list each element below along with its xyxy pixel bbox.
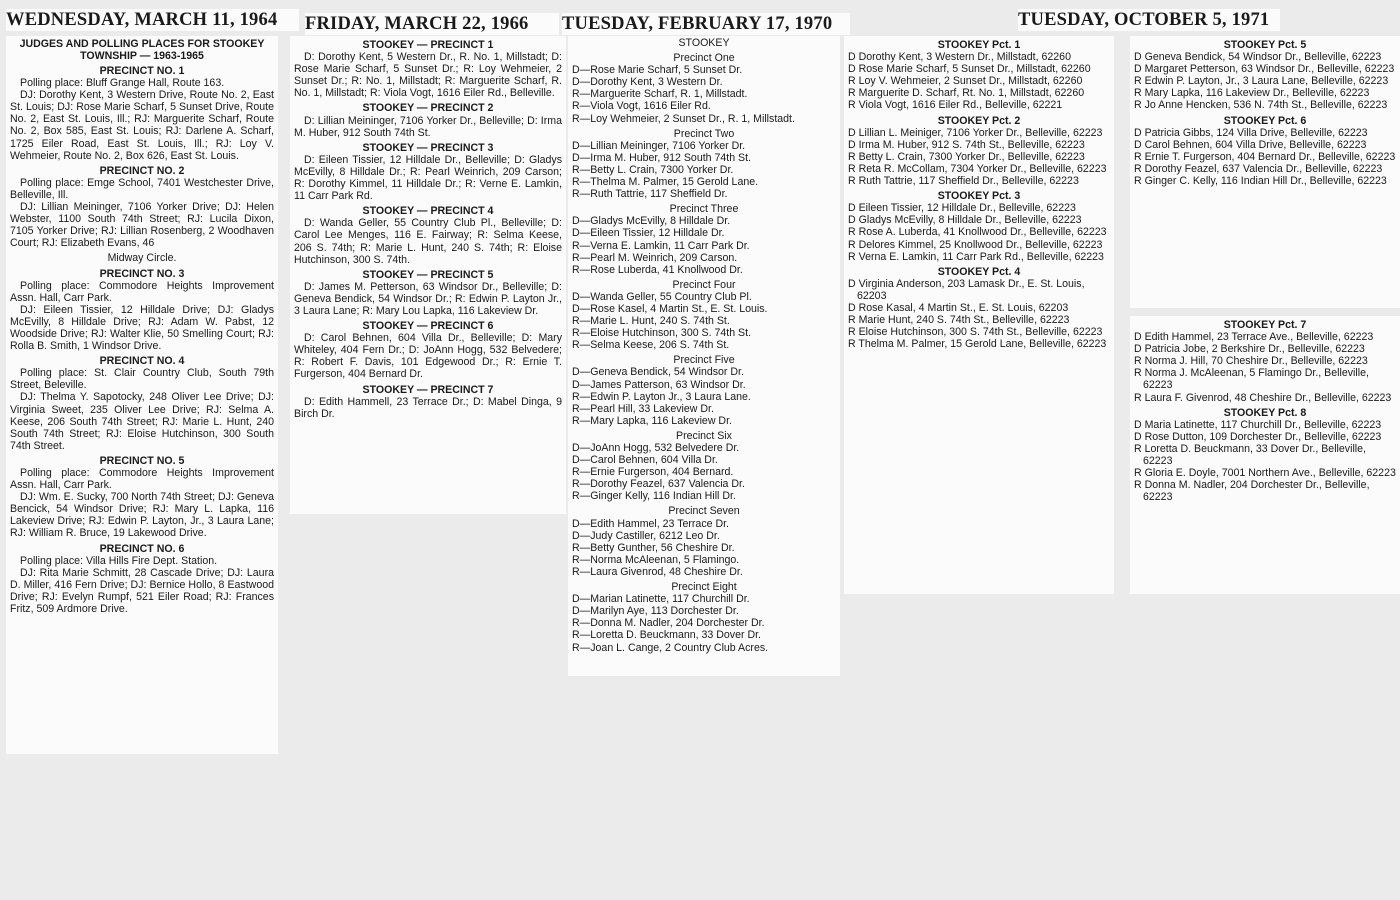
precinct-heading: Precinct Six — [676, 429, 732, 442]
judge-entry: D Eileen Tissier, 12 Hilldale Dr., Belleville, 62223 — [848, 202, 1076, 215]
judge-entry: D—Dorothy Kent, 3 Western Dr. — [572, 76, 723, 89]
precinct-paragraph: Polling place: St. Clair Country Club, South 79th Street, Beleville. — [10, 367, 274, 392]
precinct-paragraph: D: James M. Petterson, 63 Windsor Dr., Belleville; D: Geneva Bendick, 54 Windsor Dr.; R: Edwin P. Layton Jr., 3 Laura Lane; R: Mary Lou Lapka, 116 Lakeview Dr. — [294, 280, 562, 317]
judge-entry: D Virginia Anderson, 203 Lamask Dr., E. St. Louis, 62203 — [848, 277, 1085, 302]
clipping-title: STOOKEY — [678, 37, 730, 49]
precinct-heading: Precinct Four — [672, 278, 736, 291]
judge-entry: D Geneva Bendick, 54 Windsor Dr., Belleville, 62223 — [1134, 51, 1382, 64]
precinct-paragraph: DJ: Thelma Y. Sapotocky, 248 Oliver Lee Drive; DJ: Virginia Sweet, 235 Oliver Lee Drive; RJ: Selma A. Keese, 206 South 74th Street; RJ: Marie L. Hunt, 240 South 74th Street; RJ: Eloise Hutchinson, 300 South 74th Street. — [10, 391, 274, 452]
judge-entry: D—Rose Kasel, 4 Martin St., E. St. Louis. — [572, 302, 768, 315]
judge-entry: R Edwin P. Layton, Jr., 3 Laura Lane, Belleville, 62223 — [1134, 75, 1389, 88]
judge-entry: R—Rose Luberda, 41 Knollwood Dr. — [572, 263, 743, 276]
precinct-list — [848, 39, 1110, 350]
judge-entry: R Ernie T. Furgerson, 404 Bernard Dr., Belleville, 62223 — [1134, 150, 1396, 163]
clipping-1970 — [568, 36, 840, 676]
judge-entry: R Donna M. Nadler, 204 Dorchester Dr., Belleville, 62223 — [1134, 479, 1370, 504]
precinct-heading: STOOKEY — PRECINCT 7 — [362, 383, 494, 396]
judge-entry: D—Wanda Geller, 55 Country Club Pl. — [572, 290, 752, 303]
judge-entry: R Viola Vogt, 1616 Eiler Rd., Belleville, 62221 — [848, 99, 1063, 112]
judge-entry: D—JoAnn Hogg, 532 Belvedere Dr. — [572, 442, 740, 454]
precinct-heading: STOOKEY Pct. 8 — [1223, 406, 1307, 419]
judge-entry: R—Pearl Hill, 33 Lakeview Dr. — [572, 402, 714, 415]
judge-entry: R—Viola Vogt, 1616 Eiler Rd. — [572, 100, 711, 113]
precinct-list — [1134, 319, 1396, 503]
judge-entry: R—Donna M. Nadler, 204 Dorchester Dr. — [572, 617, 765, 630]
judge-entry: D—Marilyn Aye, 113 Dorchester Dr. — [572, 605, 739, 618]
judge-entry: R Marie Hunt, 240 S. 74th St., Belleville, 62223 — [848, 314, 1070, 327]
judge-entry: R Thelma M. Palmer, 15 Gerold Lane, Belleville, 62223 — [848, 338, 1107, 351]
judge-entry: R Jo Anne Hencken, 536 N. 74th St., Belleville, 62223 — [1134, 99, 1388, 112]
precinct-paragraph: Polling place: Commodore Heights Improvement Assn. Hall, Carr Park. — [10, 467, 274, 492]
precinct-heading: Precinct Two — [673, 127, 735, 140]
judge-entry: D—James Patterson, 63 Windsor Dr. — [572, 378, 746, 391]
precinct-paragraph: DJ: Rita Marie Schmitt, 28 Cascade Drive; DJ: Laura D. Miller, 416 Fern Drive; DJ: Bernice Hollo, 8 Eastwood Drive; RJ: Evelyn Rumpf, 521 Eiler Road; RJ: Frances Fritz, 509 Ardmore Drive. — [10, 566, 274, 616]
judge-entry: D Irma M. Huber, 912 S. 74th St., Belleville, 62223 — [848, 138, 1085, 151]
judge-entry: D—Eileen Tissier, 12 Hilldale Dr. — [572, 227, 725, 240]
precinct-heading: PRECINCT NO. 3 — [99, 267, 185, 280]
clipping-1964 — [6, 36, 278, 754]
judge-entry: D Margaret Petterson, 63 Windsor Dr., Belleville, 62223 — [1134, 63, 1395, 76]
judge-entry: R—Betty L. Crain, 7300 Yorker Dr. — [572, 163, 734, 176]
precinct-heading: PRECINCT NO. 6 — [99, 542, 185, 555]
judge-entry: D Patricia Gibbs, 124 Villa Drive, Belleville, 62223 — [1134, 126, 1368, 139]
judge-entry: R—Ginger Kelly, 116 Indian Hill Dr. — [572, 490, 736, 503]
precinct-list — [1134, 39, 1396, 187]
precinct-list — [294, 39, 562, 420]
clipping-1971-c — [1130, 316, 1400, 594]
judge-entry: R—Laura Givenrod, 48 Cheshire Dr. — [572, 565, 743, 578]
precinct-paragraph: DJ: Eileen Tissier, 12 Hilldale Drive; DJ: Gladys McEvilly, 8 Hilldale Drive; RJ: Adam W. Pabst, 12 Woodside Drive; RJ: Walter Klie, 50 Smelling Court; RJ: Rolla B. Smith, 1 Windsor Drive. — [10, 303, 274, 353]
judge-entry: R Marguerite D. Scharf, Rt. No. 1, Millstadt, 62260 — [848, 87, 1085, 100]
judge-entry: D—Edith Hammel, 23 Terrace Dr. — [572, 517, 729, 530]
judge-entry: R Norma J. Hill, 70 Cheshire Dr., Belleville, 62223 — [1134, 355, 1368, 368]
judge-entry: R Delores Kimmel, 25 Knollwood Dr., Belleville, 62223 — [848, 238, 1103, 251]
judge-entry: R Gloria E. Doyle, 7001 Northern Ave., Belleville, 62223 — [1134, 467, 1396, 480]
precinct-paragraph: Polling place: Villa Hills Fire Dept. Station. — [20, 554, 218, 567]
judge-entry: D—Carol Behnen, 604 Villa Dr. — [572, 454, 718, 467]
judge-entry: R—Marie L. Hunt, 240 S. 74th St. — [572, 315, 730, 328]
judge-entry: D—Rose Marie Scharf, 5 Sunset Dr. — [572, 64, 743, 77]
judge-entry: R—Betty Gunther, 56 Cheshire Dr. — [572, 541, 735, 554]
date-heading-1971: TUESDAY, OCTOBER 5, 1971 — [1018, 9, 1280, 31]
judge-entry: R Ruth Tattrie, 117 Sheffield Dr., Belleville, 62223 — [848, 175, 1079, 188]
precinct-list — [572, 52, 836, 654]
precinct-heading: STOOKEY Pct. 4 — [937, 265, 1021, 278]
clipping-1971-a — [844, 36, 1114, 594]
judge-entry: R Rose A. Luberda, 41 Knollwood Dr., Belleville, 62223 — [848, 226, 1107, 239]
judge-entry: R—Verna E. Lamkin, 11 Carr Park Dr. — [572, 239, 750, 252]
judge-entry: D Edith Hammel, 23 Terrace Ave., Belleville, 62223 — [1134, 331, 1374, 344]
precinct-paragraph: Midway Circle. — [107, 252, 177, 265]
judge-entry: D—Marian Latinette, 117 Churchill Dr. — [572, 593, 750, 606]
judge-entry: D—Lillian Meininger, 7106 Yorker Dr. — [572, 139, 746, 152]
judge-entry: D Rose Kasal, 4 Martin St., E. St. Louis, 62203 — [848, 301, 1069, 314]
clipping-1971-b — [1130, 36, 1400, 308]
judge-entry: R Loy V. Wehmeier, 2 Sunset Dr., Millstadt, 62260 — [848, 75, 1083, 88]
precinct-heading: Precinct Seven — [668, 505, 740, 518]
precinct-heading: STOOKEY — PRECINCT 1 — [362, 39, 494, 51]
judge-entry: D—Judy Castiller, 6212 Leo Dr. — [572, 529, 720, 542]
clipping-1966 — [290, 36, 566, 514]
judge-entry: R—Ernie Furgerson, 404 Bernard. — [572, 466, 734, 479]
judge-entry: D Rose Marie Scharf, 5 Sunset Dr., Millstadt, 62260 — [848, 63, 1091, 76]
judge-entry: R Laura F. Givenrod, 48 Cheshire Dr., Belleville, 62223 — [1134, 391, 1392, 404]
precinct-heading: PRECINCT NO. 1 — [99, 65, 185, 77]
judge-entry: R—Marguerite Scharf, R. 1, Millstadt. — [572, 88, 748, 101]
precinct-paragraph: D: Eileen Tissier, 12 Hilldale Dr., Belleville; D: Gladys McEvilly, 8 Hilldale Dr.; R: Pearl Weinrich, 209 Carson; R: Dorothy Kimmel, 11 Hilldale Dr.; R: Verne E. Lamkin, 11 Carr Park Rd. — [294, 153, 562, 203]
precinct-heading: Precinct Five — [673, 354, 735, 367]
precinct-heading: PRECINCT NO. 5 — [99, 454, 185, 467]
precinct-heading: STOOKEY — PRECINCT 5 — [362, 268, 494, 281]
judge-entry: D—Irma M. Huber, 912 South 74th St. — [572, 151, 752, 164]
judge-entry: D Dorothy Kent, 3 Western Dr., Millstadt, 62260 — [848, 51, 1071, 64]
precinct-heading: PRECINCT NO. 4 — [99, 355, 185, 368]
judge-entry: R—Selma Keese, 206 S. 74th St. — [572, 339, 730, 352]
date-heading-1966: FRIDAY, MARCH 22, 1966 — [305, 13, 559, 35]
precinct-paragraph: D: Edith Hammell, 23 Terrace Dr.; D: Mabel Dinga, 9 Birch Dr. — [294, 395, 562, 420]
precinct-paragraph: DJ: Dorothy Kent, 3 Western Drive, Route No. 2, East St. Louis; DJ: Rose Marie Scharf, 5 Sunset Drive, Route No. 2, East St. Louis, Ill.; RJ: Marguerite Scharf, Route No. 2, Box 585, East St. Louis; RJ: Darlene A. Scharf, 1725 Eiler Road, East St. Louis, Ill.; RJ: Loy V. Wehmeier, Route No. 2, Box 626, East St. Louis. — [10, 89, 274, 162]
judge-entry: R—Norma McAleenan, 5 Flamingo. — [572, 553, 740, 566]
precinct-heading: PRECINCT NO. 2 — [99, 164, 185, 177]
judge-entry: R Betty L. Crain, 7300 Yorker Dr., Belleville, 62223 — [848, 150, 1085, 163]
precinct-heading: STOOKEY — PRECINCT 6 — [362, 320, 494, 333]
clipping-title: JUDGES AND POLLING PLACES FOR STOOKEY TOWNSHIP — 1963-1965 — [19, 38, 265, 62]
precinct-heading: STOOKEY — PRECINCT 3 — [362, 141, 494, 154]
precinct-paragraph: D: Lillian Meininger, 7106 Yorker Dr., Belleville; D: Irma M. Huber, 912 South 74th St. — [294, 114, 562, 139]
precinct-heading: STOOKEY Pct. 5 — [1223, 39, 1307, 51]
judge-entry: R—Loy Wehmeier, 2 Sunset Dr., R. 1, Millstadt. — [572, 112, 795, 125]
date-heading-1964: WEDNESDAY, MARCH 11, 1964 — [6, 9, 299, 31]
precinct-heading: STOOKEY Pct. 6 — [1223, 114, 1307, 127]
precinct-heading: Precinct One — [673, 52, 735, 65]
precinct-heading: Precinct Eight — [671, 581, 737, 594]
judge-entry: D—Gladys McEvilly, 8 Hilldale Dr. — [572, 215, 731, 228]
judge-entry: D—Geneva Bendick, 54 Windsor Dr. — [572, 366, 744, 379]
precinct-heading: STOOKEY Pct. 2 — [937, 114, 1021, 127]
precinct-heading: STOOKEY — PRECINCT 2 — [362, 102, 494, 115]
precinct-paragraph: Polling place: Commodore Heights Improvement Assn. Hall, Carr Park. — [10, 279, 274, 304]
judge-entry: R—Thelma M. Palmer, 15 Gerold Lane. — [572, 176, 759, 189]
precinct-paragraph: Polling place: Emge School, 7401 Westchester Drive, Belleville, Ill. — [10, 176, 274, 201]
precinct-paragraph: Polling place: Bluff Grange Hall, Route 163. — [20, 77, 225, 90]
precinct-paragraph: D: Dorothy Kent, 5 Western Dr., R. No. 1, Millstadt; D: Rose Marie Scharf, 5 Sunset Dr.; R: Loy Wehmeier, 2 Sunset Dr.; R: No. 1, Millstadt; R: Marguerite Scharf, R. No. 1, Millstadt; R: Viola Vogt, 1616 Eiler Rd., Belleville. — [294, 51, 562, 100]
judge-entry: D Carol Behnen, 604 Villa Drive, Belleville, 62223 — [1134, 138, 1367, 151]
judge-entry: R—Edwin P. Layton Jr., 3 Laura Lane. — [572, 390, 751, 403]
precinct-paragraph: D: Carol Behnen, 604 Villa Dr., Belleville; D: Mary Whiteley, 404 Fern Dr.; D: JoAnn Hogg, 532 Belvedere; R: Robert F. Davis, 101 Edgewood Dr.; R: Ernie T. Furgerson, 404 Bernard Dr. — [294, 332, 562, 381]
judge-entry: R Verna E. Lamkin, 11 Carr Park Rd., Belleville, 62223 — [848, 250, 1104, 263]
judge-entry: R Eloise Hutchinson, 300 S. 74th St., Belleville, 62223 — [848, 326, 1103, 339]
judge-entry: D Patricia Jobe, 2 Berkshire Dr., Belleville, 62223 — [1134, 343, 1365, 356]
judge-entry: R—Joan L. Cange, 2 Country Club Acres. — [572, 641, 769, 654]
judge-entry: R—Mary Lapka, 116 Lakeview Dr. — [572, 414, 732, 427]
judge-entry: D Gladys McEvilly, 8 Hilldale Dr., Belleville, 62223 — [848, 214, 1082, 227]
judge-entry: D Maria Latinette, 117 Churchill Dr., Belleville, 62223 — [1134, 418, 1382, 431]
precinct-paragraph: D: Wanda Geller, 55 Country Club Pl., Belleville; D: Carol Lee Menges, 116 E. Fairway; R: Selma Keese, 206 S. 74th; R: Marie L. Hunt, 240 S. 74th; R: Eloise Hutchinson, 300 S. 74th. — [294, 217, 562, 266]
judge-entry: R Mary Lapka, 116 Lakeview Dr., Belleville, 62223 — [1134, 87, 1370, 100]
judge-entry: R—Loretta D. Beuckmann, 33 Dover Dr. — [572, 629, 762, 642]
precinct-list — [10, 65, 274, 615]
precinct-heading: STOOKEY Pct. 1 — [937, 39, 1021, 51]
judge-entry: R Norma J. McAleenan, 5 Flamingo Dr., Belleville, 62223 — [1134, 367, 1369, 392]
judge-entry: R Ginger C. Kelly, 116 Indian Hill Dr., Belleville, 62223 — [1134, 175, 1387, 188]
date-heading-1970: TUESDAY, FEBRUARY 17, 1970 — [562, 13, 850, 35]
judge-entry: R—Eloise Hutchinson, 300 S. 74th St. — [572, 327, 752, 340]
precinct-heading: STOOKEY — PRECINCT 4 — [362, 205, 494, 218]
precinct-paragraph: DJ: Lillian Meininger, 7106 Yorker Drive; DJ: Helen Webster, 1100 South 74th Street; RJ: Lucila Dixon, 7105 Yorker Drive; RJ: Lillian Rosenberg, 2 Woodhaven Court; RJ: Elizabeth Evans, 46 — [10, 201, 274, 250]
judge-entry: R Loretta D. Beuckmann, 33 Dover Dr., Belleville, 62223 — [1134, 442, 1366, 468]
judge-entry: R—Ruth Tattrie, 117 Sheffield Dr. — [572, 188, 728, 201]
precinct-heading: STOOKEY Pct. 3 — [937, 190, 1021, 203]
judge-entry: R—Dorothy Feazel, 637 Valencia Dr. — [572, 478, 745, 491]
judge-entry: R Reta R. McCollam, 7304 Yorker Dr., Belleville, 62223 — [848, 162, 1107, 175]
judge-entry: D Lillian L. Meiniger, 7106 Yorker Dr., Belleville, 62223 — [848, 126, 1103, 139]
precinct-paragraph: DJ: Wm. E. Sucky, 700 North 74th Street; DJ: Geneva Bencick, 54 Windsor Drive; RJ: Mary L. Lapka, 116 Lakeview Drive; RJ: Edwin P. Layton, Jr., 3 Laura Lane; RJ: William R. Bruce, 19 Lakewood Drive. — [10, 491, 274, 540]
precinct-heading: STOOKEY Pct. 7 — [1223, 319, 1307, 331]
judge-entry: R—Pearl M. Weinrich, 209 Carson. — [572, 251, 738, 264]
precinct-heading: Precinct Three — [669, 203, 739, 216]
judge-entry: R Dorothy Feazel, 637 Valencia Dr., Belleville, 62223 — [1134, 162, 1383, 175]
judge-entry: D Rose Dutton, 109 Dorchester Dr., Belleville, 62223 — [1134, 430, 1382, 443]
